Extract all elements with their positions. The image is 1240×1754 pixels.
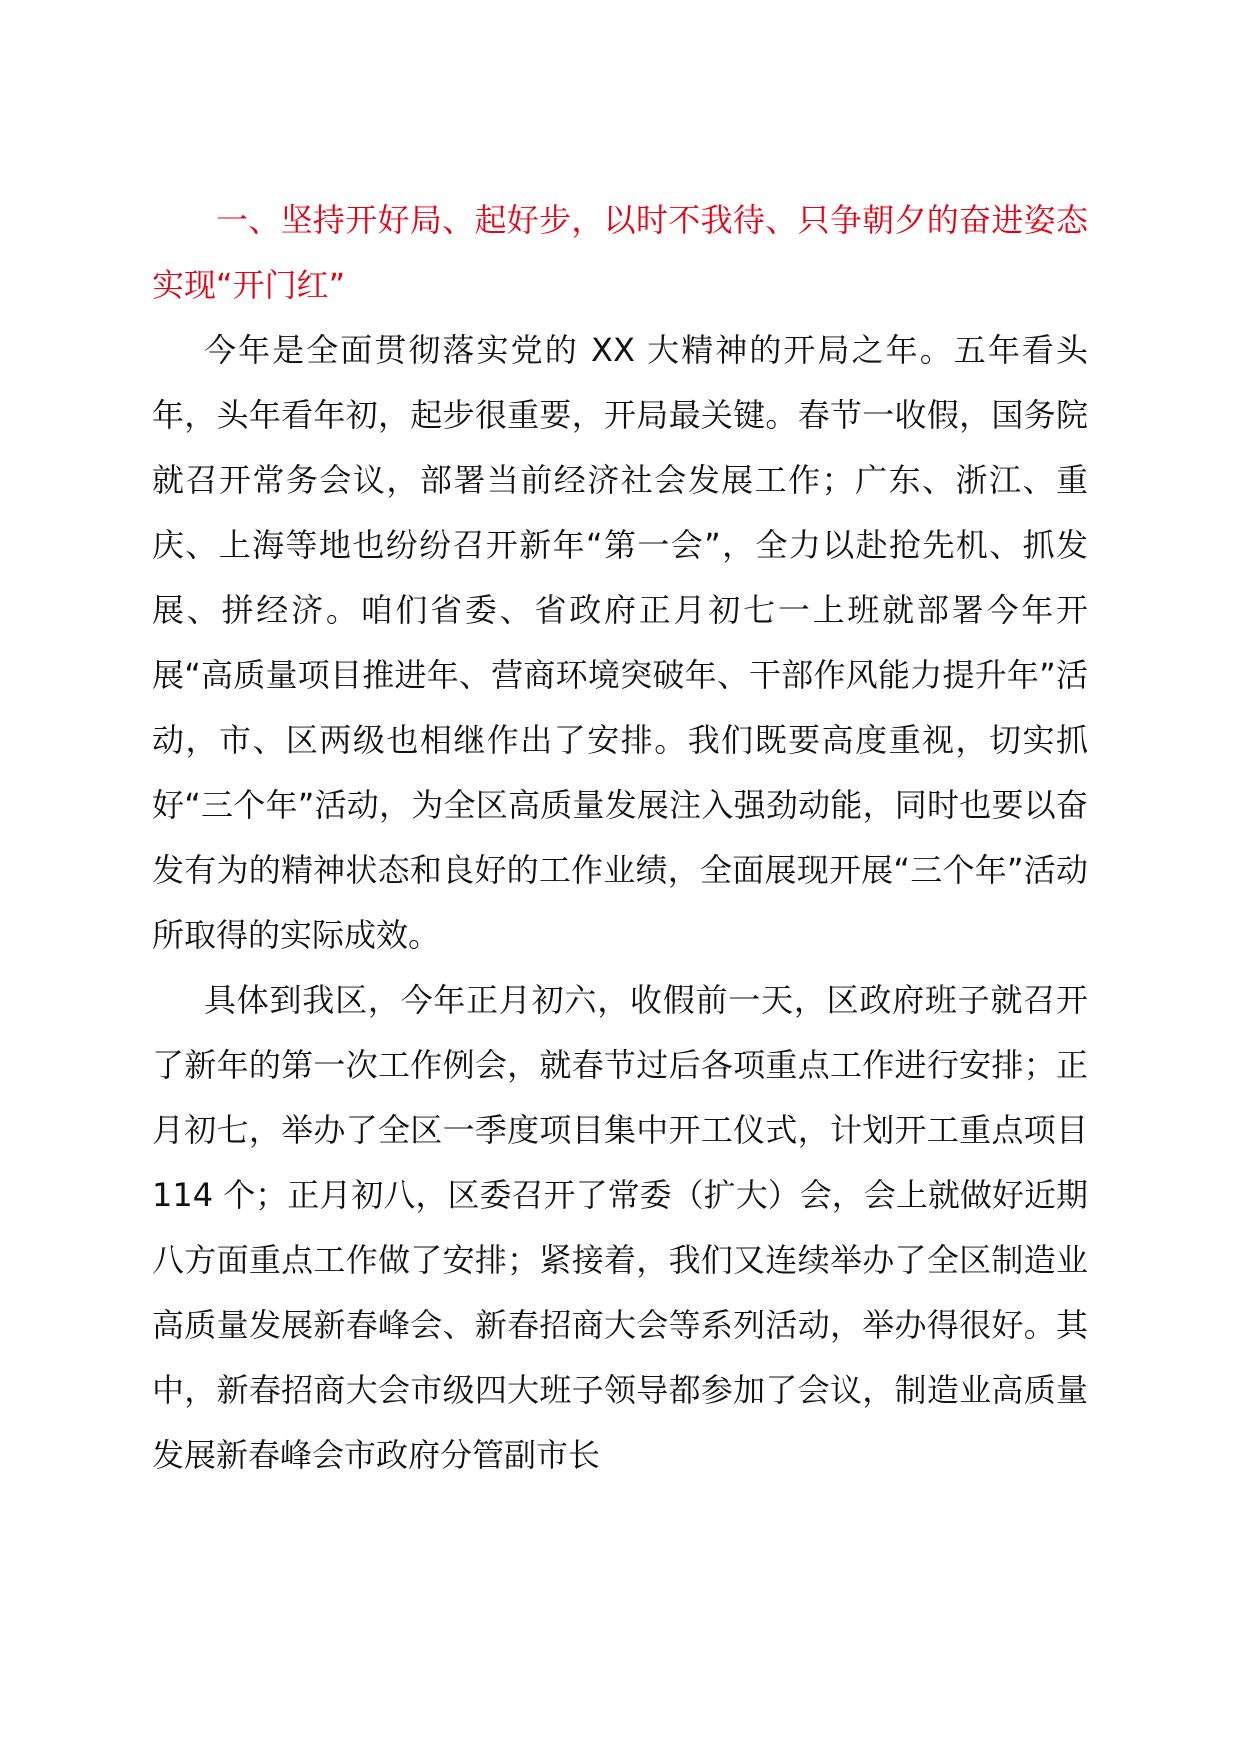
- paragraph-2: 具体到我区，今年正月初六，收假前一天，区政府班子就召开了新年的第一次工作例会，就春节过后各项重点工作进行安排；正月初七，举办了全区一季度项目集中开工仪式，计划开工重点项目 114 个；正月初八，区委召开了常委（扩大）会，会上就做好近期八方面重点工作做了安排；紧接着，我们又连续举办了全区制造业高质量发展新春峰会、新春招商大会等系列活动，举办得很好。其中，新春招商大会市级四大班子领导都参加了会议，制造业高质量发展新春峰会市政府分管副市长: [152, 981, 1088, 1474]
- document-body: [152, 188, 1088, 1488]
- section-heading: 一、坚持开好局、起好步，以时不我待、只争朝夕的奋进姿态实现“开门红”: [152, 201, 1088, 304]
- paragraph-1: 今年是全面贯彻落实党的 XX 大精神的开局之年。五年看头年，头年看年初，起步很重要，开局最关键。春节一收假，国务院就召开常务会议，部署当前经济社会发展工作；广东、浙江、重庆、上海等地也纷纷召开新年“第一会”，全力以赴抢先机、抓发展、拼经济。咱们省委、省政府正月初七一上班就部署今年开展“高质量项目推进年、营商环境突破年、干部作风能力提升年”活动，市、区两级也相继作出了安排。我们既要高度重视，切实抓好“三个年”活动，为全区高质量发展注入强劲动能，同时也要以奋发有为的精神状态和良好的工作业绩，全面展现开展“三个年”活动所取得的实际成效。: [152, 331, 1088, 954]
